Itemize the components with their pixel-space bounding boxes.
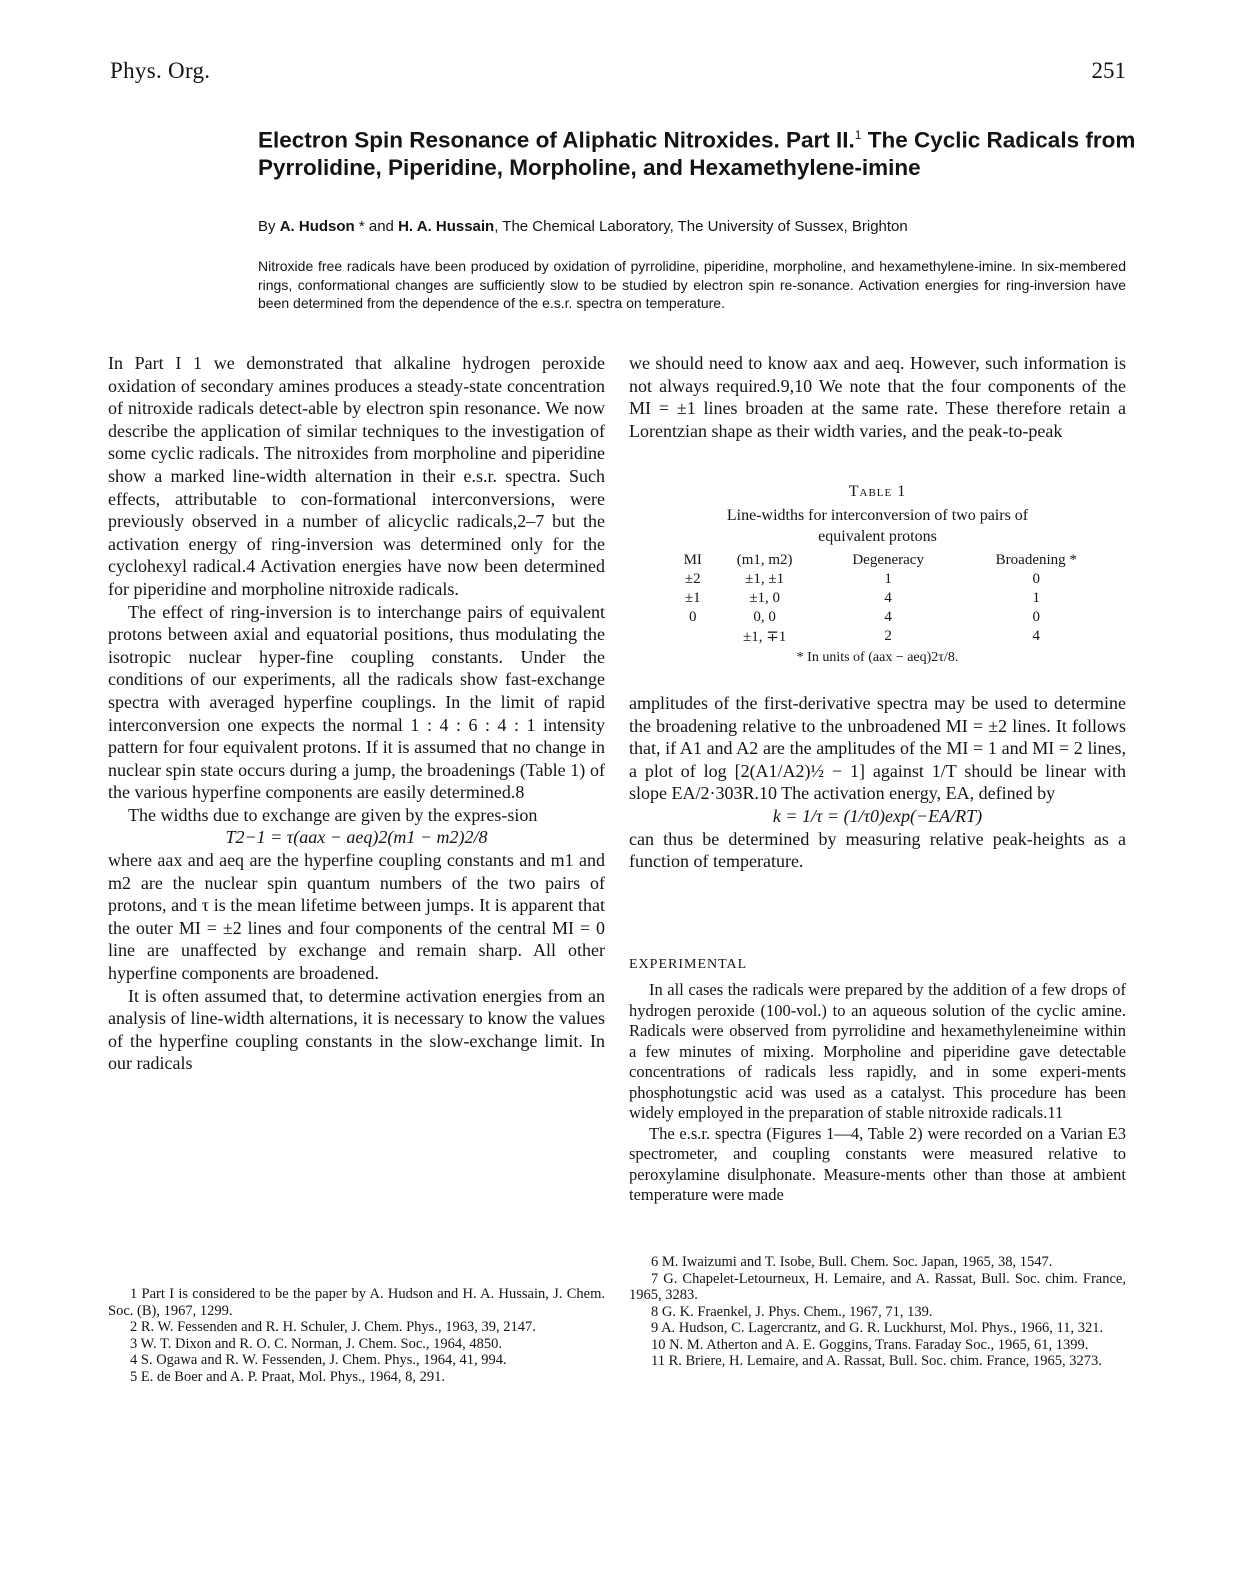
table-label: Table 1 xyxy=(848,483,907,500)
table-row xyxy=(675,608,1115,627)
table-header-cell: MI xyxy=(683,552,702,568)
title-part-2: The Cyclic Radicals from Pyrrolidine, Piperidine, Morpholine, and Hexamethylene-imine xyxy=(258,127,1136,180)
table-footnote: * In units of (aax − aeq)2τ/8. xyxy=(796,650,959,665)
byline xyxy=(258,218,1138,235)
footnote: 5 E. de Boer and A. P. Praat, Mol. Phys., 1964, 8, 291. xyxy=(130,1368,445,1385)
footnote: 1 Part I is considered to be the paper by A. Hudson and H. A. Hussain, J. Chem. Soc. (B), 1967, 1299. xyxy=(108,1286,605,1319)
right-column-top xyxy=(629,352,1126,442)
footnote: 4 S. Ogawa and R. W. Fessenden, J. Chem. Phys., 1964, 41, 994. xyxy=(130,1352,507,1368)
author-1: A. Hudson xyxy=(279,218,355,235)
left-paragraph-1: In Part I 1 we demonstrated that alkaline hydrogen peroxide oxidation of secondary amines produces a steady-state concentration of nitroxide radicals detect-able by electron spin resonance. We now describe the application of similar techniques to the investigation of some cyclic radicals. The nitroxides from morpholine and piperidine show a marked line-width alternation in their e.s.r. spectra. Such effects, attributable to con-formational interconversions, were previously observed in a number of alicyclic radicals,2–7 but the activation energy of ring-inversion was determined only for the cyclohexyl radical.4 Activation energies have now been determined for piperidine and morpholine nitroxide radicals. xyxy=(108,353,605,599)
table-1 xyxy=(629,483,1126,666)
table-header-row xyxy=(675,551,1115,570)
author-2: H. A. Hussain xyxy=(398,218,495,235)
table-cell: ±1 xyxy=(684,590,701,606)
right-paragraph-1: we should need to know aax and aeq. However, such information is not always required.9,10 We note that the four components of the MI = ±1 lines broaden at the same rate. These therefore retain a Lorentzian shape as their width varies, and the peak-to-peak xyxy=(629,353,1126,441)
byline-prefix: By xyxy=(258,218,280,235)
table-cell: ±1, ±1 xyxy=(745,571,785,587)
table-grid xyxy=(675,551,1115,646)
experimental-paragraph-2: The e.s.r. spectra (Figures 1—4, Table 2) were recorded on a Varian E3 spectrometer, and coupling constants were measured relative to peroxylamine disulphonate. Measure-ments other than those at ambient temperature were made xyxy=(629,1123,1126,1204)
experimental-paragraph-1: In all cases the radicals were prepared by the addition of a few drops of hydrogen peroxide (100-vol.) to an aqueous solution of the cyclic amine. Radicals were observed from pyrrolidine and hexamethyleneimine within a few minutes of mixing. Morpholine and piperidine gave detectable concentrations of radicals less rapidly, and in some experi-ments phosphotungstic acid was used as a catalyst. This procedure has been widely employed in the preparation of stable nitroxide radicals.11 xyxy=(629,980,1126,1122)
footnote: 3 W. T. Dixon and R. O. C. Norman, J. Chem. Soc., 1964, 4850. xyxy=(130,1335,503,1352)
table-cell: ±1, 0 xyxy=(749,590,780,606)
table-cell: ±2 xyxy=(684,571,701,587)
footnote: 11 R. Briere, H. Lemaire, and A. Rassat, Bull. Soc. chim. France, 1965, 3273. xyxy=(651,1353,1102,1369)
left-paragraph-5: It is often assumed that, to determine activation energies from an analysis of line-width alternations, it is necessary to know the values of the hyperfine coupling constants in the slow-exchange limit. In our radicals xyxy=(108,985,605,1074)
article-title xyxy=(258,122,1138,181)
table-row xyxy=(675,627,1115,646)
right-column-middle xyxy=(629,692,1126,873)
table-cell: 1 xyxy=(1032,590,1041,606)
footnote: 2 R. W. Fessenden and R. H. Schuler, J. Chem. Phys., 1963, 39, 2147. xyxy=(130,1319,536,1335)
footnote: 6 M. Iwaizumi and T. Isobe, Bull. Chem. Soc. Japan, 1965, 38, 1547. xyxy=(651,1254,1053,1270)
affiliation: , The Chemical Laboratory, The University of Sussex, Brighton xyxy=(494,218,908,235)
left-paragraph-2: The effect of ring-inversion is to interchange pairs of equivalent protons between axial and equatorial positions, thus modulating the isotropic nuclear hyper-fine coupling constants. Under the conditions of our experiments, all the radicals show fast-exchange spectra with averaged hyperfine couplings. In the limit of rapid interconversion one expects the normal 1 : 4 : 6 : 4 : 1 intensity pattern for four equivalent protons. If it is assumed that no change in nuclear spin state occurs during a jump, the broadenings (Table 1) of the various hyperfine components are easily determined.8 xyxy=(108,601,605,803)
section-heading-experimental: EXPERIMENTAL xyxy=(629,957,748,972)
byline-and: and xyxy=(364,218,399,235)
table-cell: 0 xyxy=(1032,571,1041,587)
page-number: 251 xyxy=(1091,58,1126,83)
right-paragraph-3: can thus be determined by measuring relative peak-heights as a function of temperature. xyxy=(629,828,1126,872)
equation-1: T2−1 = τ(aax − aeq)2(m1 − m2)2/8 xyxy=(225,827,488,848)
footnotes-right xyxy=(629,1254,1126,1370)
author-mark: * xyxy=(354,218,365,235)
title-part-1: Electron Spin Resonance of Aliphatic Nitroxides. Part II. xyxy=(258,127,855,153)
table-cell: 0 xyxy=(1032,609,1041,625)
table-header-cell: Broadening * xyxy=(995,552,1077,568)
equation-2: k = 1/τ = (1/τ0)exp(−EA/RT) xyxy=(772,805,983,826)
right-paragraph-2: amplitudes of the first-derivative spectra may be used to determine the broadening relative to the unbroadened MI = ±2 lines. It follows that, if A1 and A2 are the amplitudes of the MI = 1 and MI = 2 lines, a plot of log [2(A1/A2)½ − 1] against 1/T should be linear with slope EA/2·303R.10 The activation energy, EA, defined by xyxy=(629,693,1126,804)
table-row xyxy=(675,589,1115,608)
footnote: 7 G. Chapelet-Letourneux, H. Lemaire, and A. Rassat, Bull. Soc. chim. France, 1965, 3283. xyxy=(629,1270,1126,1303)
left-paragraph-3: The widths due to exchange are given by the expres-sion xyxy=(128,804,538,825)
table-cell: 1 xyxy=(884,571,892,587)
table-row xyxy=(675,570,1115,589)
running-head: Phys. Org. xyxy=(110,58,211,83)
left-column xyxy=(108,352,605,1075)
table-cell: 2 xyxy=(884,628,892,644)
table-cell: ±1, ∓1 xyxy=(742,629,787,645)
table-cell: 0 xyxy=(689,609,697,625)
table-header-cell: Degeneracy xyxy=(852,552,924,568)
table-cell: 4 xyxy=(884,609,892,625)
experimental-section xyxy=(629,980,1126,1206)
title-ref: 1 xyxy=(854,128,862,142)
footnotes-left xyxy=(108,1286,605,1385)
table-caption-line-1: Line-widths for interconversion of two pairs of xyxy=(726,507,1029,524)
table-cell: 4 xyxy=(884,590,892,606)
left-paragraph-4: where aax and aeq are the hyperfine coupling constants and m1 and m2 are the nuclear spin quantum numbers of the two pairs of protons, and τ is the mean lifetime between jumps. It is apparent that the outer MI = ±2 lines and four components of the central MI = 0 line are unaffected by exchange and remain sharp. All other hyperfine components are broadened. xyxy=(108,850,605,984)
table-cell xyxy=(675,627,711,646)
table-caption-line-2: equivalent protons xyxy=(818,528,937,545)
abstract: Nitroxide free radicals have been produced by oxidation of pyrrolidine, piperidine, morpholine, and hexamethylene-imine. In six-membered rings, conformational changes are sufficiently slow to be studied by electron spin re-sonance. Activation energies for ring-inversion have been determined from the dependence of the e.s.r. spectra on temperature. xyxy=(258,258,1126,311)
footnote: 10 N. M. Atherton and A. E. Goggins, Trans. Faraday Soc., 1965, 61, 1399. xyxy=(651,1336,1089,1353)
table-cell: 0, 0 xyxy=(753,609,776,625)
footnote: 8 G. K. Fraenkel, J. Phys. Chem., 1967, 71, 139. xyxy=(651,1303,933,1320)
footnote: 9 A. Hudson, C. Lagercrantz, and G. R. Luckhurst, Mol. Phys., 1966, 11, 321. xyxy=(651,1320,1104,1336)
table-cell: 4 xyxy=(1032,628,1041,644)
table-header-cell: (m1, m2) xyxy=(736,552,793,568)
